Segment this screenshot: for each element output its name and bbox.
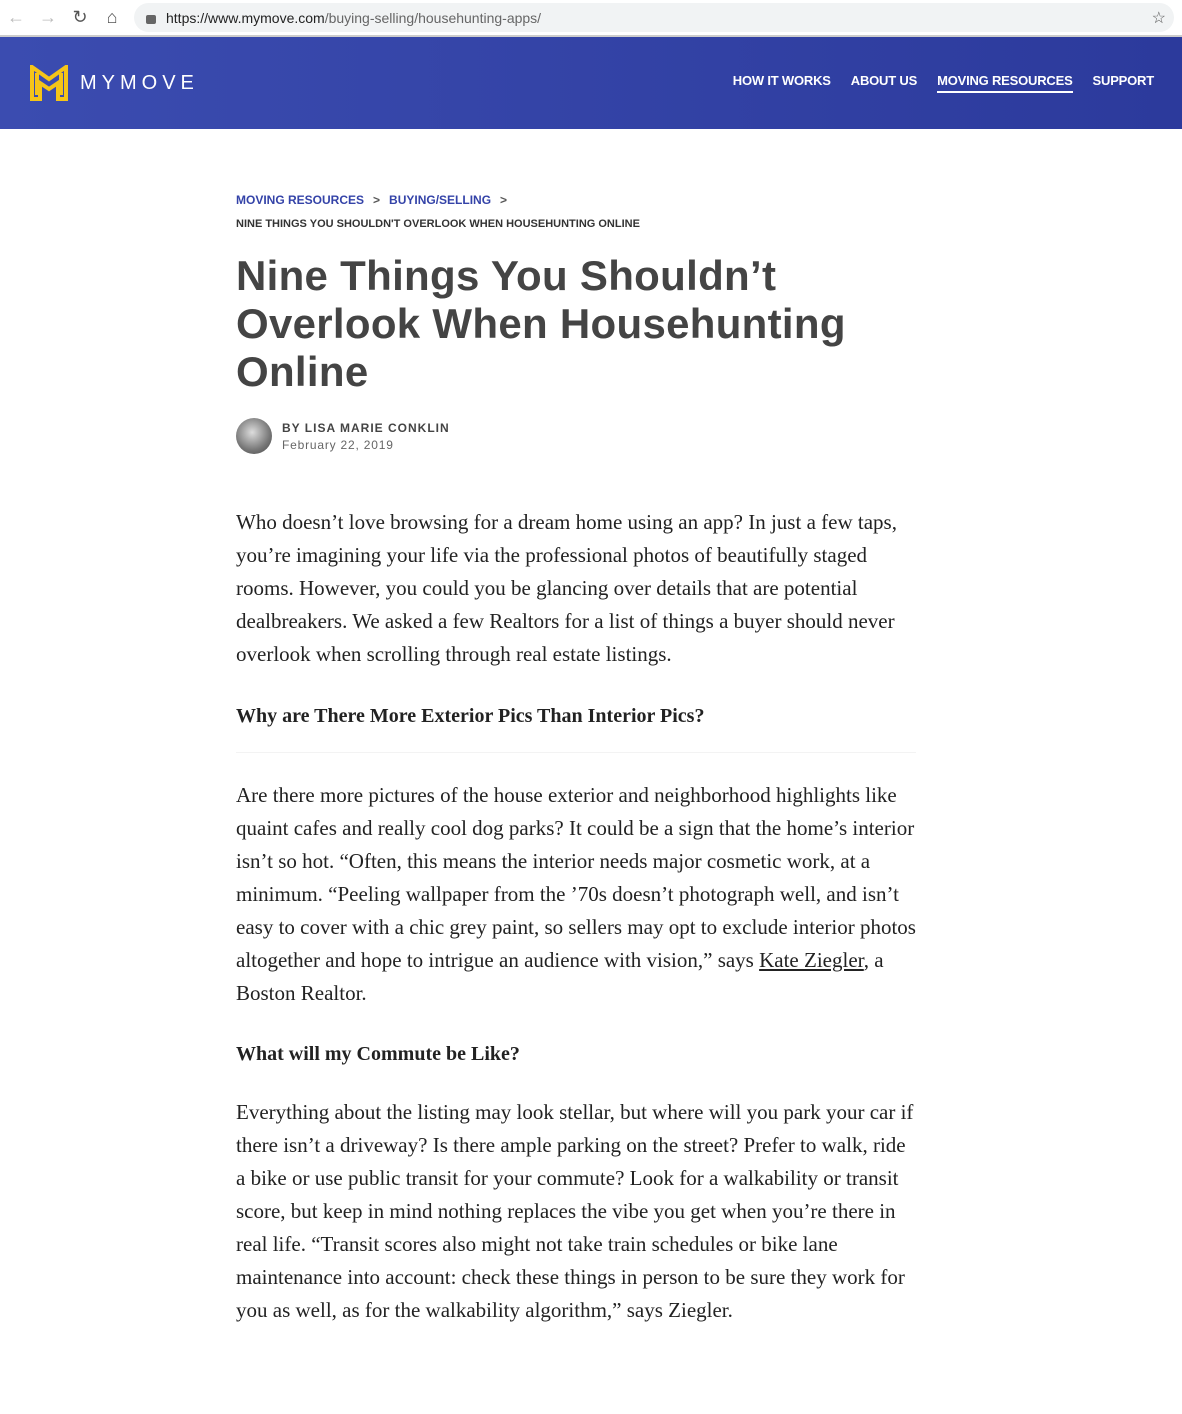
section-heading: What will my Commute be Like? bbox=[236, 1043, 520, 1065]
lock-icon bbox=[146, 15, 156, 24]
section-paragraph: Everything about the listing may look stellar, but where will you park your car if there isn’t a driveway? Is there ample parking on the street? Prefer to walk, ride a bike or use public transit for your commute? Look for a walkability or transit score, but keep in mind nothing replaces the vibe you get when you’re there in real life. “Transit scores also might not take train schedules or bike lane maintenance into account: check these things in person to be sure they work for you as well, as for the walkability algorithm,” says Ziegler. bbox=[236, 1100, 914, 1322]
reload-icon[interactable]: ↻ bbox=[72, 7, 88, 27]
kate-ziegler-link[interactable]: Kate Ziegler bbox=[759, 948, 864, 972]
breadcrumb bbox=[236, 193, 916, 207]
nav-about-us[interactable]: ABOUT US bbox=[850, 73, 918, 88]
main-nav bbox=[733, 73, 1154, 93]
url-path: /buying-selling/househunting-apps/ bbox=[324, 9, 542, 26]
forward-icon[interactable]: → bbox=[39, 7, 57, 27]
bookmark-star-icon[interactable]: ☆ bbox=[1151, 9, 1166, 27]
page-title: Nine Things You Shouldn’t Overlook When Househunting Online bbox=[236, 252, 846, 395]
nav-support[interactable]: SUPPORT bbox=[1092, 73, 1154, 88]
author-name[interactable]: BY LISA MARIE CONKLIN bbox=[282, 420, 450, 435]
url-host: https://www.mymove.com bbox=[166, 9, 325, 26]
logo[interactable] bbox=[30, 65, 199, 101]
breadcrumb-buying-selling[interactable]: BUYING/SELLING bbox=[389, 193, 492, 207]
breadcrumb-sep: > bbox=[500, 193, 508, 207]
intro-paragraph: Who doesn’t love browsing for a dream home using an app? In just a few taps, you’re imagining your life via the professional photos of beautifully staged rooms. However, you could you be glancing over details that are potential dealbreakers. We asked a few Realtors for a list of things a buyer should never overlook when scrolling through real estate listings. bbox=[236, 510, 897, 666]
publish-date: February 22, 2019 bbox=[282, 437, 394, 452]
breadcrumb-current: NINE THINGS YOU SHOULDN'T OVERLOOK WHEN HOUSEHUNTING ONLINE bbox=[236, 218, 640, 230]
back-icon[interactable]: ← bbox=[7, 7, 25, 27]
logo-text: MYMOVE bbox=[80, 71, 199, 94]
browser-toolbar bbox=[0, 0, 1182, 37]
home-icon[interactable]: ⌂ bbox=[106, 7, 118, 27]
paragraph-text: Are there more pictures of the house exterior and neighborhood highlights like quaint cafes and really cool dog parks? It could be a sign that the home’s interior isn’t so hot. “Often, this means the interior needs major cosmetic work, at a minimum. “Peeling wallpaper from the ’70s doesn’t photograph well, and isn’t easy to cover with a chic grey paint, so sellers may opt to exclude interior photos altogether and hope to intrigue an audience with vision,” says bbox=[236, 783, 916, 972]
address-bar[interactable] bbox=[134, 3, 1174, 32]
section-heading: Why are There More Exterior Pics Than Interior Pics? bbox=[236, 705, 916, 753]
author-byline bbox=[236, 418, 916, 454]
breadcrumb-sep: > bbox=[373, 193, 381, 207]
avatar bbox=[236, 418, 272, 454]
nav-how-it-works[interactable]: HOW IT WORKS bbox=[732, 73, 831, 88]
nav-moving-resources[interactable]: MOVING RESOURCES bbox=[937, 73, 1072, 93]
mymove-logo-icon bbox=[30, 65, 68, 101]
section-paragraph bbox=[236, 779, 916, 1010]
site-header bbox=[0, 37, 1182, 129]
paragraph-text: , a Boston Realtor. bbox=[236, 948, 884, 1005]
breadcrumb-moving-resources[interactable]: MOVING RESOURCES bbox=[236, 193, 365, 207]
article bbox=[236, 129, 916, 1327]
